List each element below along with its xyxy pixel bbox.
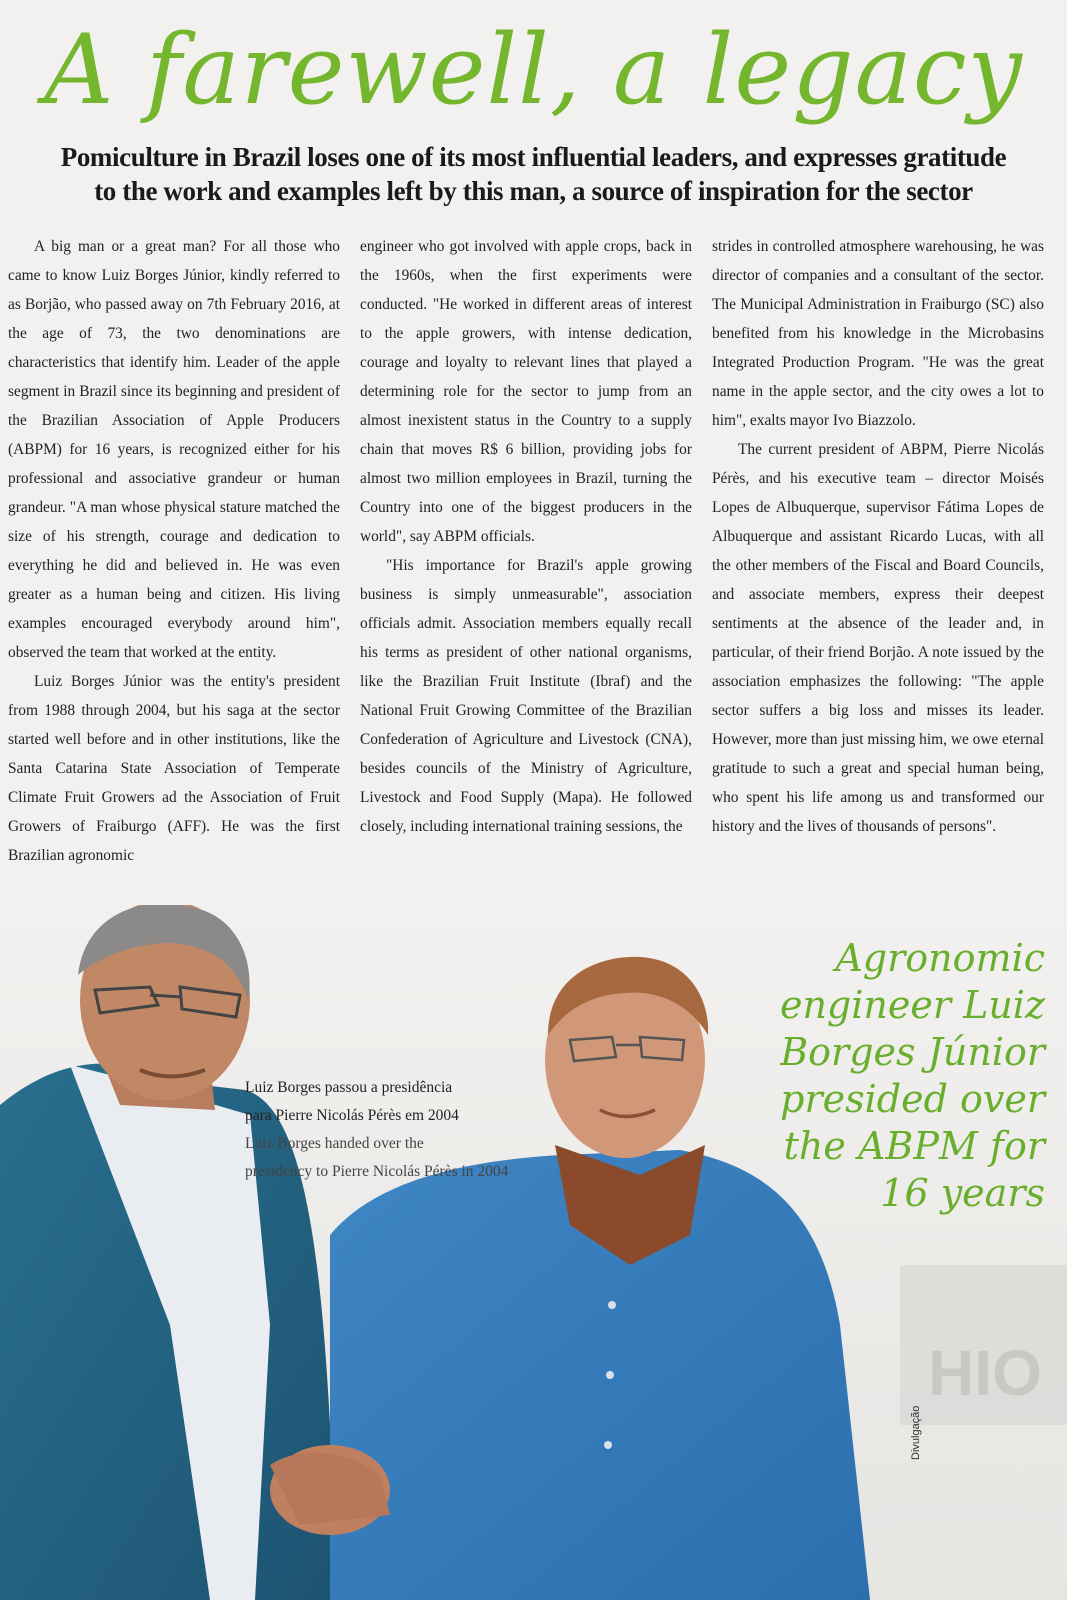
photo-caption (245, 1074, 585, 1186)
caption-portuguese-line-1: Luiz Borges passou a presidência (245, 1079, 453, 1096)
pull-quote-line: engineer Luiz (779, 983, 1045, 1027)
article-subtitle (20, 140, 1047, 208)
paragraph: Luiz Borges Júnior was the entity's president from 1988 through 2004, but his saga at the sector started well before and in other institutions, like the Santa Catarina State Association of Temperate Climate Fruit Growers ad the Association of Fruit Growers of Fraiburgo (AFF). He was the first Brazilian agronomic (8, 673, 340, 864)
paragraph: A big man or a great man? For all those who came to know Luiz Borges Júnior, kindly referred to as Borjão, who passed away on 7th February 2016, at the age of 73, the two denominations are characteristics that identify him. Leader of the apple segment in Brazil since its beginning and president of the Brazilian Association of Apple Producers (ABPM) for 16 years, is recognized either for his professional and associative grandeur or human grandeur. "A man whose physical stature matched the size of his strength, courage and dedication to everything he did and believed in. He was even greater as a human being and citizen. His living examples encouraged everybody around him", observed the team that worked at the entity. (8, 238, 340, 661)
body-column-1 (8, 232, 340, 870)
pull-quote-line: presided over (780, 1077, 1045, 1121)
paragraph: "His importance for Brazil's apple growing business is simply unmeasurable", association officials admit. Association members equally recall his terms as president of other national organisms, like the Brazilian Fruit Institute (Ibraf) and the National Fruit Growing Committee of the Brazilian Confederation of Agriculture and Livestock (CNA), besides councils of the Ministry of Agriculture, Livestock and Food Supply (Mapa). He followed closely, including international training sessions, the (360, 557, 692, 835)
pull-quote-line: 16 years (880, 1171, 1045, 1215)
pull-quote-line: Borges Júnior (780, 1030, 1045, 1074)
caption-english-line-2: presidency to Pierre Nicolás Pérès in 2004 (245, 1163, 509, 1180)
body-column-3 (712, 232, 1044, 841)
pull-quote (700, 935, 1045, 1217)
svg-text:HIO: HIO (928, 1337, 1042, 1409)
paragraph: engineer who got involved with apple crops, back in the 1960s, when the first experiments were conducted. "He worked in different areas of interest to the apple growers, with intense dedication, courage and loyalty to relevant lines that played a determining role for the sector to jump from an almost inexistent status in the Country to a supply chain that moves R$ 6 billion, providing jobs for almost two million employees in Brazil, turning the Country into one of the biggest producers in the world", say ABPM officials. (360, 238, 692, 545)
photo-credit: Divulgação (910, 1405, 922, 1460)
subtitle-line-2: to the work and examples left by this man, a source of inspiration for the sector (94, 176, 973, 206)
caption-english-line-1: Luiz Borges handed over the (245, 1135, 424, 1152)
pull-quote-line: Agronomic (835, 936, 1045, 980)
caption-portuguese-line-2: para Pierre Nicolás Pérès em 2004 (245, 1107, 459, 1124)
paragraph: The current president of ABPM, Pierre Nicolás Pérès, and his executive team – director Moisés Lopes de Albuquerque, supervisor Fátima Lopes de Albuquerque and assistant Ricardo Lucas, with all the other members of the Fiscal and Board Councils, and associate members, express their deepest sentiments at the absence of the leader and, in particular, of their friend Borjão. A note issued by the association emphasizes the following: "The apple sector suffers a big loss and misses its leader. However, more than just missing him, we owe eternal gratitude to such a great and special human being, who spent his life among us and transformed our history and the lives of thousands of persons". (712, 441, 1044, 835)
pull-quote-line: the ABPM for (783, 1124, 1045, 1168)
paragraph: strides in controlled atmosphere warehousing, he was director of companies and a consultant of the sector. The Municipal Administration in Fraiburgo (SC) also benefited from his knowledge in the Microbasins Integrated Production Program. "He was the great name in the apple sector, and the city owes a lot to him", exalts mayor Ivo Biazzolo. (712, 238, 1044, 429)
subtitle-line-1: Pomiculture in Brazil loses one of its most influential leaders, and expresses gratitude (60, 142, 1007, 172)
article-title: A farewell, a legacy (44, 14, 1023, 126)
body-column-2 (360, 232, 692, 841)
